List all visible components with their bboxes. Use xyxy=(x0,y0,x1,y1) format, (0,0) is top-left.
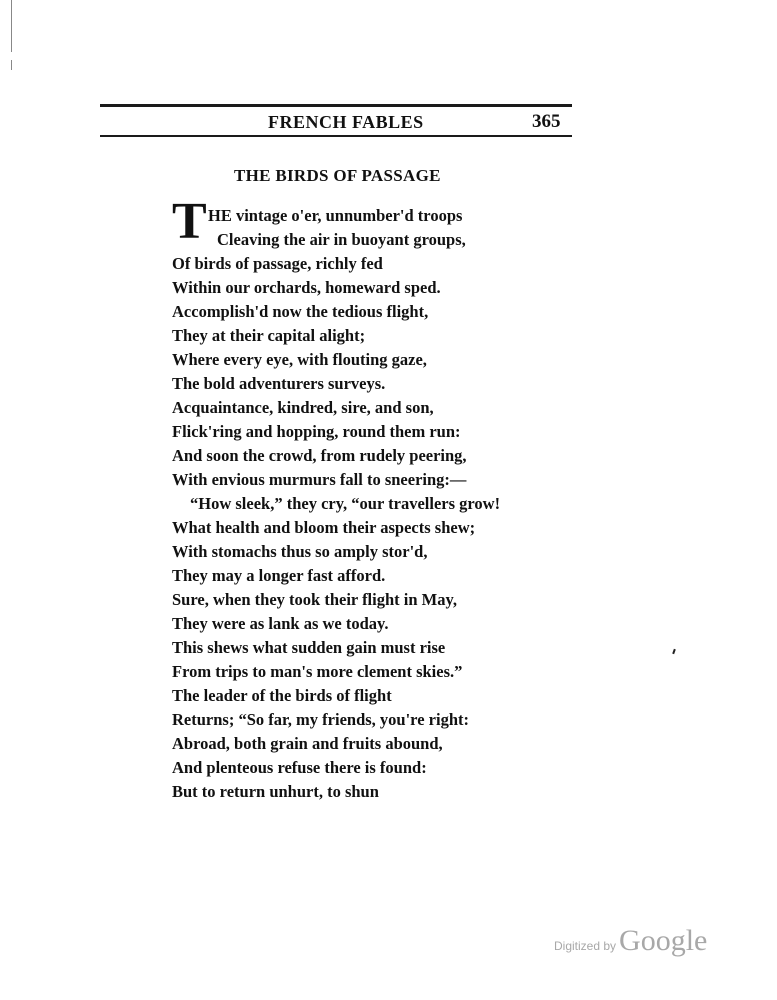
poem-line: But to return unhurt, to shun xyxy=(172,782,379,801)
poem-line: Acquaintance, kindred, sire, and son, xyxy=(172,398,434,417)
watermark-prefix: Digitized by xyxy=(554,939,617,953)
poem-line: And soon the crowd, from rudely peering, xyxy=(172,446,467,465)
poem-title: THE BIRDS OF PASSAGE xyxy=(234,166,441,185)
header-rule-bottom xyxy=(100,135,572,137)
poem-line: This shews what sudden gain must rise xyxy=(172,638,446,657)
poem-line: “How sleek,” they cry, “our travellers grow! xyxy=(190,494,501,513)
watermark-logo: Google xyxy=(619,924,708,957)
poem-line: Cleaving the air in buoyant groups, xyxy=(217,230,466,249)
scan-edge-mark xyxy=(11,60,12,70)
poem-line: With envious murmurs fall to sneering:— xyxy=(172,470,467,489)
page-number: 365 xyxy=(532,111,561,132)
header-rule-top xyxy=(100,104,572,107)
poem-line: And plenteous refuse there is found: xyxy=(172,758,427,777)
drop-cap: T xyxy=(172,193,207,250)
poem-line: The bold adventurers surveys. xyxy=(172,374,386,393)
poem-line: Of birds of passage, richly fed xyxy=(172,254,383,273)
running-title: FRENCH FABLES xyxy=(268,112,424,132)
poem-line: Accomplish'd now the tedious flight, xyxy=(172,302,429,321)
poem-line: HE vintage o'er, unnumber'd troops xyxy=(208,206,463,225)
poem-line: Within our orchards, homeward sped. xyxy=(172,278,441,297)
digitized-watermark xyxy=(554,924,707,958)
poem-line: What health and bloom their aspects shew; xyxy=(172,518,476,537)
poem-line: Sure, when they took their flight in May, xyxy=(172,590,457,609)
scan-edge-mark xyxy=(11,0,12,52)
poem-line: Abroad, both grain and fruits abound, xyxy=(172,734,443,753)
poem-line: Where every eye, with flouting gaze, xyxy=(172,350,427,369)
poem-line: They were as lank as we today. xyxy=(172,614,389,633)
poem-line: They at their capital alight; xyxy=(172,326,366,345)
poem-line: With stomachs thus so amply stor'd, xyxy=(172,542,428,561)
poem-line: The leader of the birds of flight xyxy=(172,686,392,705)
poem-line: From trips to man's more clement skies.” xyxy=(172,662,463,681)
scan-speck xyxy=(672,649,676,654)
poem-line: They may a longer fast afford. xyxy=(172,566,386,585)
poem-line: Flick'ring and hopping, round them run: xyxy=(172,422,461,441)
poem-line: Returns; “So far, my friends, you're right: xyxy=(172,710,469,729)
